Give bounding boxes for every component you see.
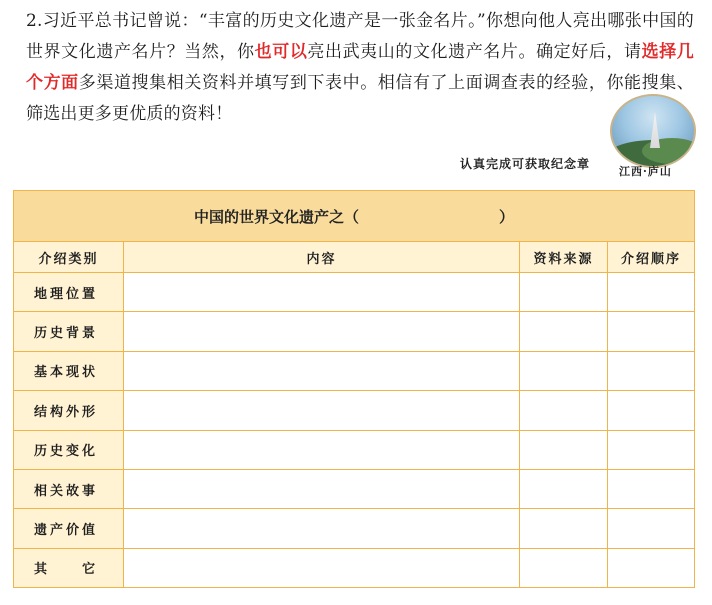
- content-cell[interactable]: [124, 548, 520, 587]
- table-row: [14, 273, 695, 312]
- order-cell[interactable]: [608, 509, 695, 548]
- table-row: [14, 391, 695, 430]
- content-cell[interactable]: [124, 430, 520, 469]
- header-source: 资料来源: [520, 242, 608, 273]
- source-cell[interactable]: [520, 351, 608, 390]
- order-cell[interactable]: [608, 548, 695, 587]
- order-cell[interactable]: [608, 273, 695, 312]
- question-text: 2.习近平总书记曾说：“丰富的历史文化遗产是一张金名片。”你想向他人亮出哪张中国的世界文化遗产名片？当然，你也可以亮出武夷山的文化遗产名片。确定好后，请选择几个方面多渠道搜集相关资料并填写到下表中。相信有了上面调查表的经验，你能搜集、筛选出更多更优质的资料！: [26, 11, 695, 124]
- header-category: 介绍类别: [14, 242, 124, 273]
- header-order: 介绍顺序: [608, 242, 695, 273]
- header-content: 内容: [124, 242, 520, 273]
- content-cell[interactable]: [124, 273, 520, 312]
- category-label: 历史变化: [14, 430, 124, 469]
- source-cell[interactable]: [520, 391, 608, 430]
- content-cell[interactable]: [124, 469, 520, 508]
- content-cell[interactable]: [124, 312, 520, 351]
- table-header-row: [14, 242, 695, 273]
- category-label: 遗产价值: [14, 509, 124, 548]
- content-cell[interactable]: [124, 351, 520, 390]
- stamp-note: 认真完成可获取纪念章: [460, 157, 591, 171]
- content-cell[interactable]: [124, 509, 520, 548]
- heritage-table: [13, 190, 695, 588]
- category-label: 其 它: [14, 548, 124, 587]
- table-row: [14, 430, 695, 469]
- order-cell[interactable]: [608, 469, 695, 508]
- order-cell[interactable]: [608, 391, 695, 430]
- table-row: [14, 509, 695, 548]
- table-row: [14, 351, 695, 390]
- table-row: [14, 548, 695, 587]
- source-cell[interactable]: [520, 469, 608, 508]
- table-row: [14, 312, 695, 351]
- category-label: 历史背景: [14, 312, 124, 351]
- content-cell[interactable]: [124, 391, 520, 430]
- badge-caption: 江西·庐山: [619, 165, 672, 178]
- lushan-badge-image: [610, 94, 696, 168]
- source-cell[interactable]: [520, 509, 608, 548]
- order-cell[interactable]: [608, 312, 695, 351]
- category-label: 基本现状: [14, 351, 124, 390]
- source-cell[interactable]: [520, 430, 608, 469]
- highlight-choose-aspects: 选择几个方面: [26, 42, 694, 93]
- category-label: 地理位置: [14, 273, 124, 312]
- category-label: 相关故事: [14, 469, 124, 508]
- highlight-also-can: 也可以: [254, 42, 308, 62]
- source-cell[interactable]: [520, 548, 608, 587]
- order-cell[interactable]: [608, 351, 695, 390]
- category-label: 结构外形: [14, 391, 124, 430]
- table-title: 中国的世界文化遗产之（ ）: [14, 191, 695, 242]
- table-row: [14, 469, 695, 508]
- source-cell[interactable]: [520, 312, 608, 351]
- source-cell[interactable]: [520, 273, 608, 312]
- order-cell[interactable]: [608, 430, 695, 469]
